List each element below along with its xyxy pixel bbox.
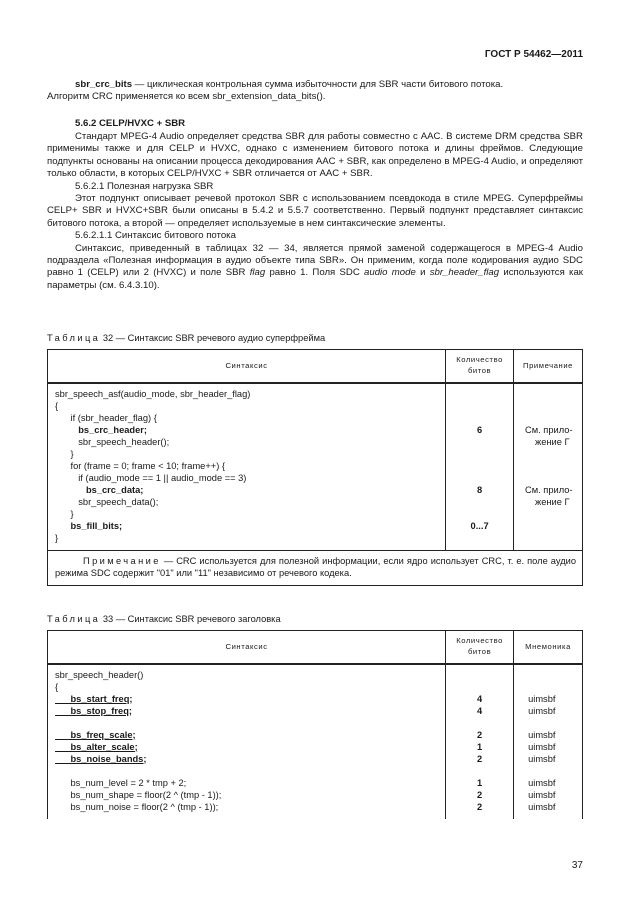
syntax-code: sbr_speech_header() { bs_start_freq; bs_stop_freq; bs_freq_scale; bs_alter_scale; bs_noise_bands; bs_num_level = 2 * tmp + 2; bs_num_shape = floor(2 ^ (tmp - 1)); bs_num_noise = floor(2 ^ (tmp - 1)); xyxy=(48,664,446,819)
syntax-code: sbr_speech_asf(audio_mode, sbr_header_flag) { if (sbr_header_flag) { bs_crc_header; sbr_speech_header(); } for (frame = 0; frame < 10; frame++) { if (audio_mode == 1 || audio_mode == 3) bs_crc_data; sbr_speech_data(); } bs_fill_bits; } xyxy=(48,383,446,551)
paragraph-2: Этот подпункт описывает речевой протокол SBR с использованием псевдокода в стиле MPEG. Суперфреймы CELP+ SBR и HVXC+SBR были описаны в 5.4.2 и 5.5.7 соответственно. Первый подпункт представляет синтаксис битового потока, а второй — определяет используемые в нем синтаксические элементы. xyxy=(47,193,583,229)
column-header-bits: Количество битов xyxy=(446,631,514,664)
section-heading: 5.6.2 CELP/HVXC + SBR xyxy=(75,118,186,129)
subsection-heading-5-6-2-1-1: 5.6.2.1.1 Синтаксис битового потока xyxy=(75,230,236,242)
section-body xyxy=(47,131,583,292)
term-sbr-crc-bits: sbr_crc_bits xyxy=(75,79,133,90)
bits-column: 4 4 2 1 2 1 2 2 xyxy=(446,664,514,819)
column-header-bits: Количество битов xyxy=(446,350,514,383)
table-33-caption: Таблица 33 — Синтаксис SBR речевого заголовка xyxy=(47,614,281,624)
subsection-heading-5-6-2-1: 5.6.2.1 Полезная нагрузка SBR xyxy=(75,180,214,192)
column-header-note: Примечание xyxy=(514,350,583,383)
standard-number: ГОСТ Р 54462—2011 xyxy=(484,49,583,60)
term-definition: — циклическая контрольная сумма избыточности для SBR части битового потока. xyxy=(132,79,504,90)
bits-column: 6 8 0...7 xyxy=(446,383,514,551)
page-number: 37 xyxy=(571,860,583,871)
table-32-caption: Таблица 32 — Синтаксис SBR речевого аудио суперфрейма xyxy=(47,333,326,343)
paragraph-3: Синтаксис, приведенный в таблицах 32 — 34, является прямой заменой содержащегося в MPEG-4 Audio подраздела «Полезная информация в аудио объекте типа SBR». Он применим, когда поле кодирования аудио SDC равно 1 (CELP) или 2 (HVXC) и поле SBR flag равно 1. Поля SDC audio mode и sbr_header_flag используются как параметры (см. 6.4.3.10). xyxy=(47,242,583,291)
note-column: См. прило- жение Г См. прило- жение Г xyxy=(514,383,583,551)
column-header-syntax: Синтаксис xyxy=(48,631,446,664)
column-header-mnemonic: Мнемоника xyxy=(514,631,583,664)
intro-paragraph xyxy=(47,79,583,104)
paragraph-1: Стандарт MPEG-4 Audio определяет средства SBR для работы совместно с AAC. В системе DRM средства SBR применимы также и для CELP и HVXC, однако с изменением битового потока и длины фреймов. Следующие подпункты основаны на описании процесса декодирования AAC + SBR, как определено в MPEG-4 Audio, и определяют только области, в которых CELP/HVXC + SBR отличается от AAC + SBR. xyxy=(47,131,583,180)
table-32 xyxy=(47,349,583,586)
mnemonic-column: uimsbf uimsbf uimsbf uimsbf uimsbf uimsbf uimsbf uimsbf xyxy=(514,664,583,819)
column-header-syntax: Синтаксис xyxy=(48,350,446,383)
table-33 xyxy=(47,630,583,819)
table-32-note: Примечание — CRC используется для полезной информации, если ядро использует CRC, т. е. поле аудио режима SDC содержит "01" или "11" независимо от речевого кодека. xyxy=(48,550,583,585)
intro-line-2: Алгоритм CRC применяется ко всем sbr_extension_data_bits(). xyxy=(47,91,326,103)
